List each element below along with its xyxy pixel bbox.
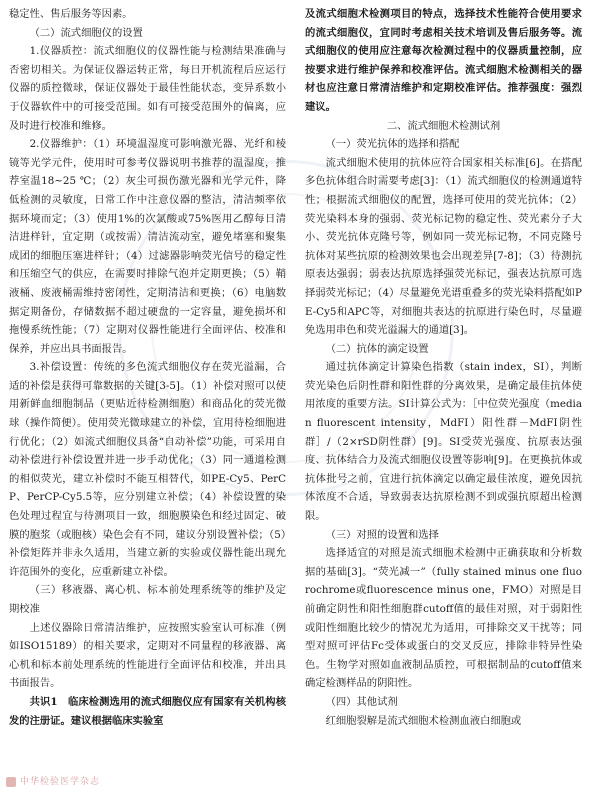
paragraph: 3.补偿设置：传统的多色流式细胞仪存在荧光溢漏，合适的补偿是获得可靠数据的关键[3-5]。（1）补偿对照可以使用新鲜血细胞制品（更贴近待检测细胞）和商品化的荧光微球（操作简便）。使用荧光微球建立的补偿，宜用待检细胞进行优化；（2）如流式细胞仪具备“自动补偿”功能，可采用自动补偿进行补偿设置并进一步手动优化；（3）同一通道检测的相似荧光，建立补偿时不能互相替代，如PE-Cy5、PerCP、PerCP-Cy5.5等，应分别建立补偿；（4）补偿设置的染色处理过程宜与待测项目一致，细胞膜染色和经过固定、破膜的胞浆（或胞核）染色会有不同，建议分别设置补偿；（5）补偿矩阵并非永久适用，当建立新的实验或仪器性能出现允许范围外的变化，应重新建立补偿。 xyxy=(9,361,286,578)
consensus-statement: 共识1 临床检测选用的流式细胞仪应有国家有关机构核发的注册证。建议根据临床实验室 xyxy=(9,695,286,727)
subsection-heading: （二）流式细胞仪的设置 xyxy=(29,26,143,39)
paragraph: 1.仪器质控：流式细胞仪的仪器性能与检测结果准确与否密切相关。为保证仪器运转正常，每日开机流程后应运行仪器的质控微球，保证仪器处于最佳性能状态，变异系数小于仪器软件中的可接受范围。如有可接受范围外的偏离，应及时进行校准和维修。 xyxy=(9,45,286,132)
paragraph: 红细胞裂解是流式细胞术检测血液白细胞或 xyxy=(325,714,522,727)
subsection-heading: （二）抗体的滴定设置 xyxy=(325,342,429,355)
paragraph: 流式细胞术使用的抗体应符合国家相关标准[6]。在搭配多色抗体组合时需要考虑[3]：（1）流式细胞仪的检测通道特性；根据流式细胞仪的配置，选择可使用的荧光抗体；（2）荧光染料本身的强弱、荧光标记物的稳定性、荧光素分子大小、荧光抗体克隆号等，例如同一荧光标记物，不同克隆号抗体对某些抗原的检测效果也会出现差异[7-8]；（3）待测抗原表达强弱；弱表达抗原选择强荧光标记，强表达抗原可选择弱荧光标记；（4）尽量避免光谱重叠多的荧光染料搭配如PE-Cy5和APC等，对细胞共表达的抗原进行染色时，尽量避免选用串色和荧光溢漏大的通道[3]。 xyxy=(305,156,582,337)
right-column xyxy=(305,5,582,730)
paragraph: 稳定性、售后服务等因素。 xyxy=(9,8,133,20)
consensus-statement: 及流式细胞术检测项目的特点，选择技术性能符合使用要求的流式细胞仪，宜同时考虑相关技术培训及售后服务等。流式细胞仪的使用应注意每次检测过程中的仪器质量控制，应按要求进行维护保养和校准评估。流式细胞术检测相关的器材也应注意日常清洁维护和定期校准评估。推荐强度：强烈建议。 xyxy=(305,8,582,113)
section-heading: 二、流式细胞术检测试剂 xyxy=(386,119,501,132)
subsection-heading: （一）荧光抗体的选择和搭配 xyxy=(325,138,460,151)
subsection-heading: （三）移液器、离心机、标本前处理系统等的维护及定期校准 xyxy=(9,584,286,615)
paragraph: 选择适宜的对照是流式细胞术检测中正确获取和分析数据的基础[3]。“荧光减一”（fully stained minus one fluorochrome或fluorescence minus one，FMO）对照是目前确定阴性和阳性细胞群cutoff值的最佳对照，对于弱阳性或阳性细胞比较少的情况尤为适用，可排除交叉干扰等；同型对照可评估Fc受体或蛋白的交叉反应，排除非特异性染色。生物学对照如血液制品质控，可根据制品的cutoff值来确定检测样品的阴阳性。 xyxy=(305,547,582,690)
left-column xyxy=(9,5,286,730)
paragraph: 2.仪器维护：（1）环境温湿度可影响激光器、光纤和棱镜等光学元件，使用时可参考仪器说明书推荐的温湿度，推荐室温18~25 ℃；（2）灰尘可损伤激光器和光学元件，降低检测的灵敏度，日常工作中注意仪器的整洁，清洁频率依据环境而定；（3）使用1%的次氯酸或75%医用乙醇每日清洁进样针，宜定期（或按需）清洁流动室，避免堵塞和聚集成团的细胞压塞进样针；（4）过滤器影响荧光信号的稳定性和压缩空气的供应，在需要时排除气泡并定期更换；（5）鞘液桶、废液桶需维持密闭性，定期清洁和更换；（6）电脑数据定期备份，存储数据不超过硬盘的一定容量，避免损坏和拖慢系统性能；（7）定期对仪器性能进行全面评估、校准和保养，并应出具书面报告。 xyxy=(9,138,286,355)
subsection-heading: （四）其他试剂 xyxy=(325,695,398,708)
paragraph: 上述仪器除日常清洁维护，应按照实验室认可标准（例如ISO15189）的相关要求，定期对不同量程的移液器、离心机和标本前处理系统的性能进行全面评估和校准，并出具书面报告。 xyxy=(9,621,286,690)
journal-name: 中华检验医学杂志 xyxy=(20,777,101,787)
journal-logo-icon xyxy=(6,777,16,787)
paragraph: 通过抗体滴定计算染色指数（stain index，SI），判断荧光染色后阴性群和阳性群的分离效果，是确定最佳抗体使用浓度的重要方法。SI计算公式为：［中位荧光强度（median fluorescent intensity，MdFI）阳性群－MdFI阴性群］/（2×rSD阴性群）[9]。SI受荧光强度、抗原表达强度、抗体结合力及流式细胞仪设置等影响[9]。在更换抗体或抗体批号之前，宜进行抗体滴定以确定最佳浓度，避免因抗体浓度不合适，导致弱表达抗原检测不到或强抗原超出检测限。 xyxy=(305,361,582,523)
subsection-heading: （三）对照的设置和选择 xyxy=(325,528,439,541)
journal-footer-logo xyxy=(6,774,176,788)
